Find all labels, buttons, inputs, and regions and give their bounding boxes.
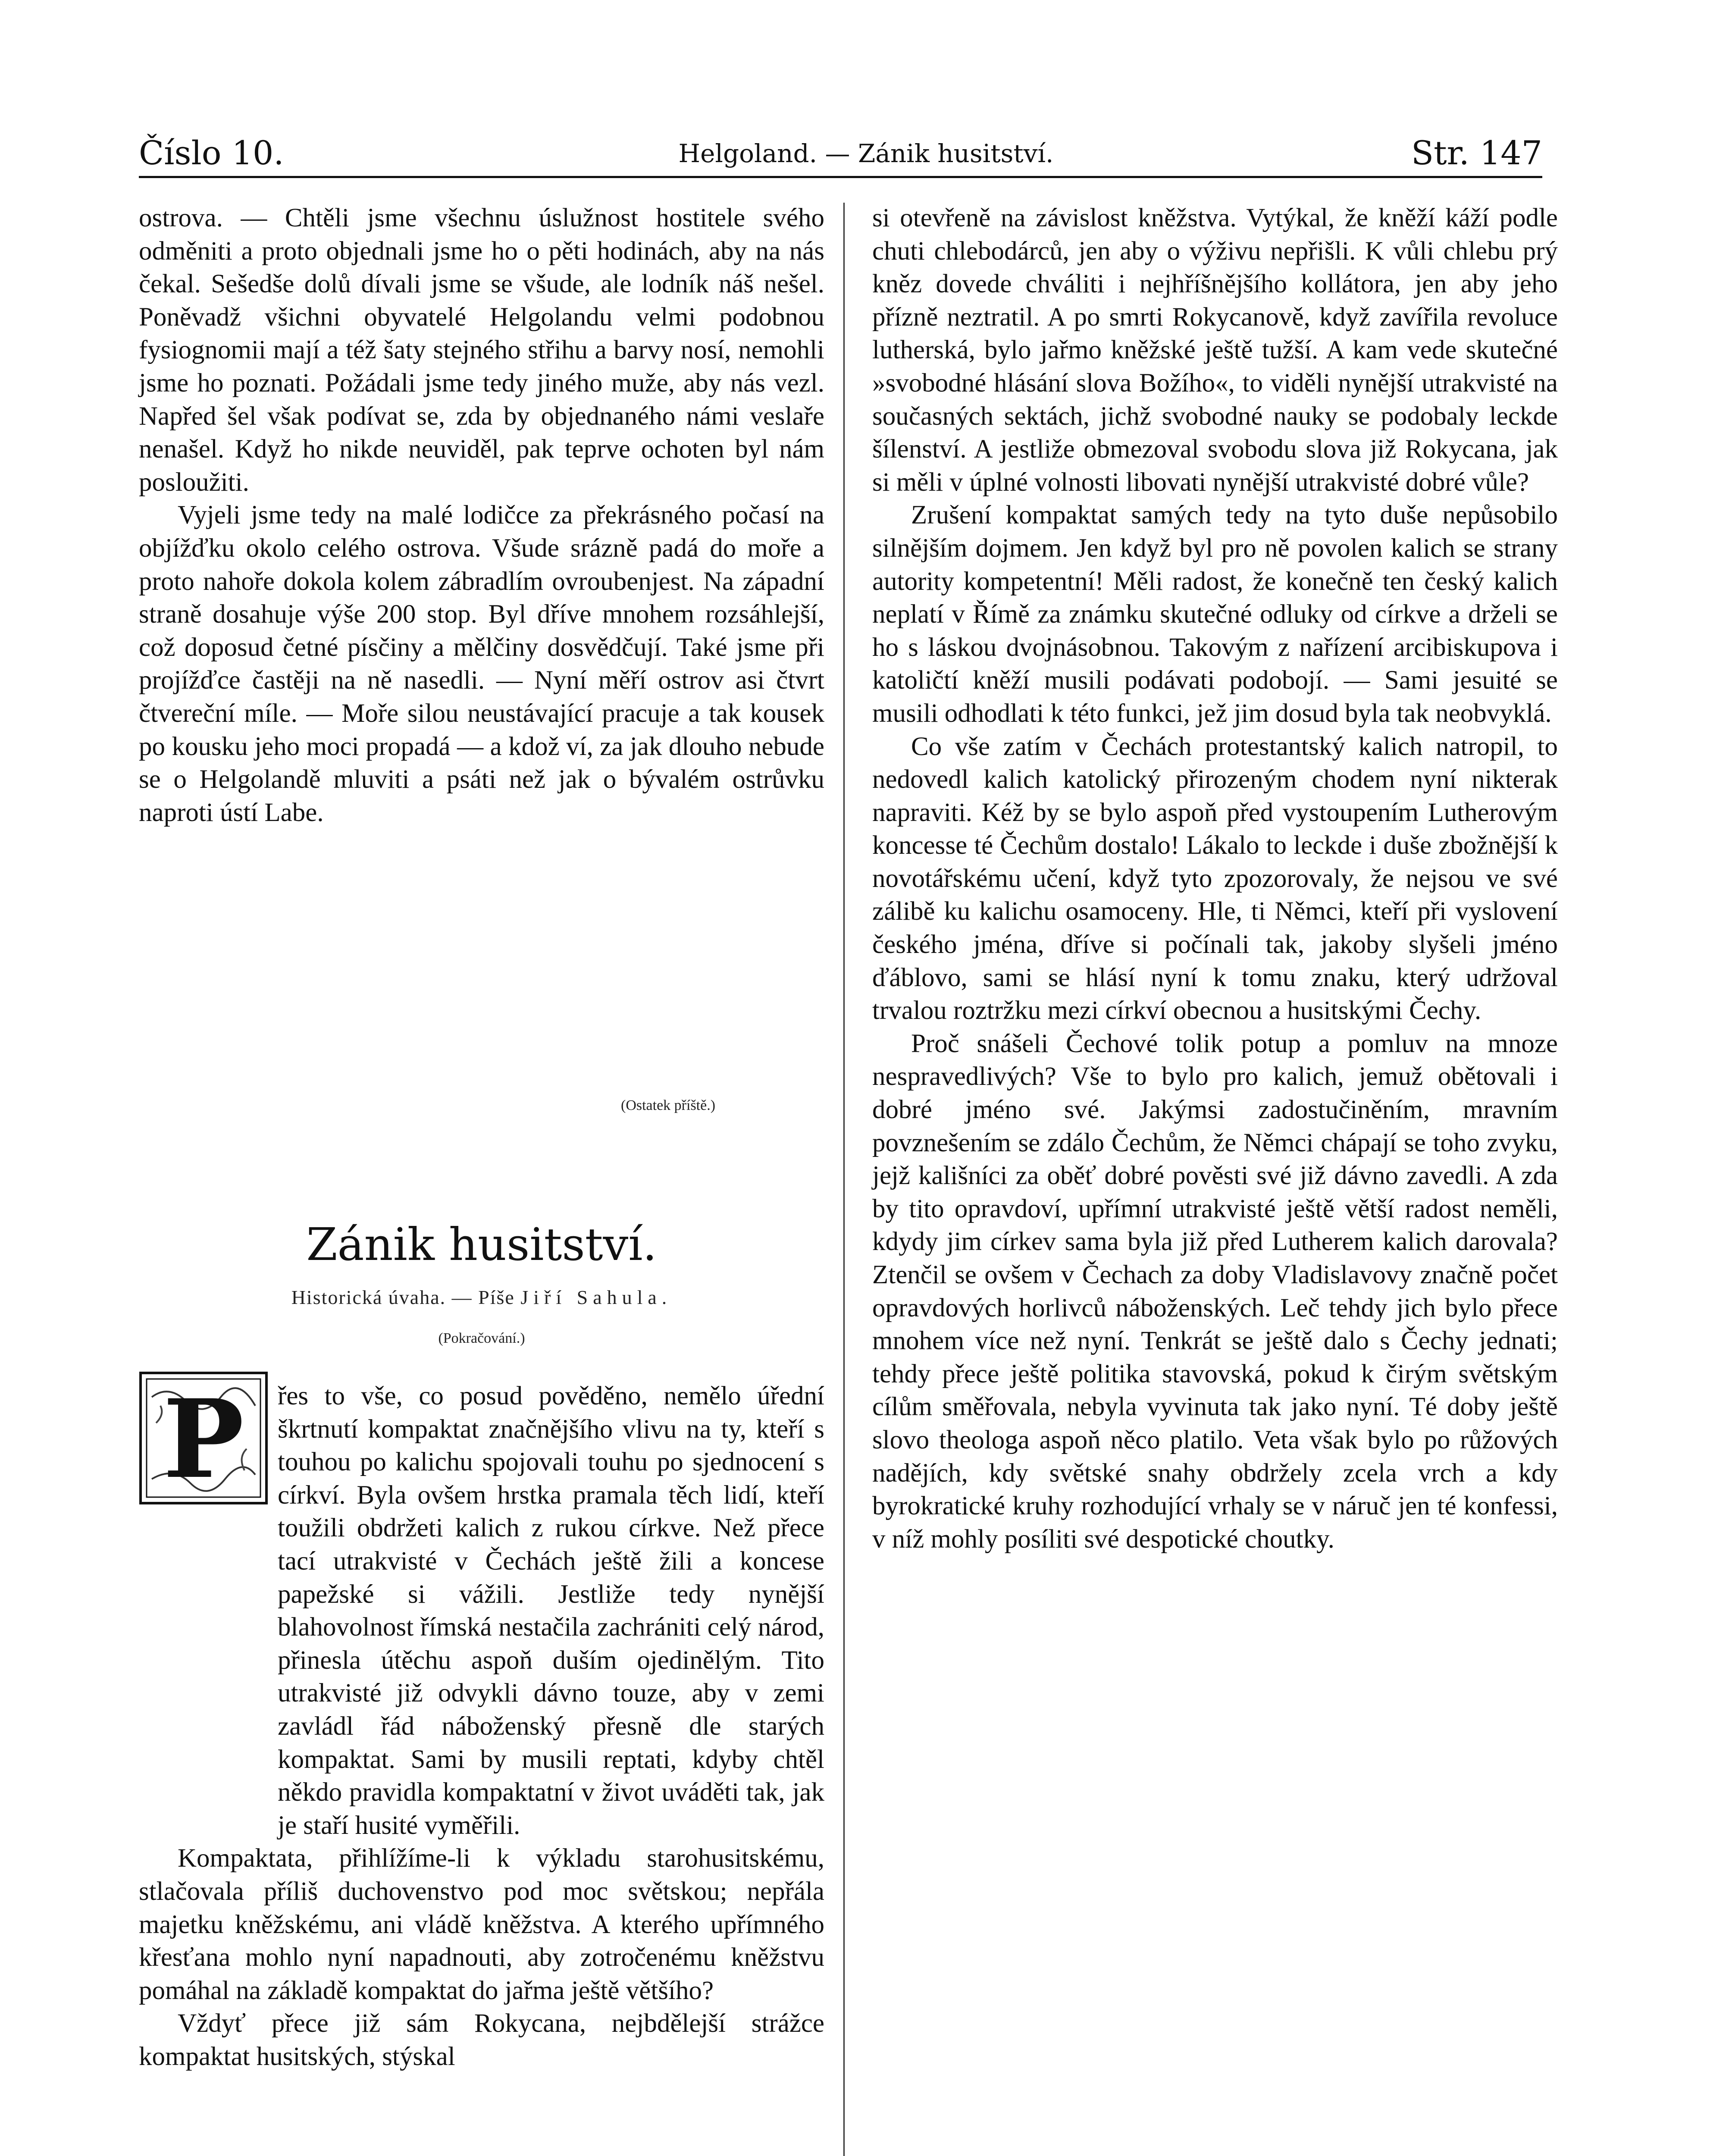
left-column-article xyxy=(139,1380,824,2073)
helgoland-paragraph-1: ostrova. — Chtěli jsme všechnu úslužnost hostitele svého odměniti a proto objednali jsme ho o pěti hodinách, aby na nás čekal. Sešedše dolů dívali jsme se všude, ale lodník náš nešel. Poněvadž všichni obyvatelé Helgolandu velmi podobnou fysiognomii mají a též šaty stejného střihu a barvy nosí, nemohli jsme ho poznati. Požádali jsme tedy jiného muže, aby nás vezl. Napřed šel však podívat se, zda by objednaného námi veslaře nenašel. Když ho nikde neuviděl, pak teprve ochoten byl nám posloužiti. xyxy=(139,204,824,497)
dropcap-letter: P xyxy=(163,1376,244,1502)
left-column-helgoland xyxy=(139,202,824,829)
article-paragraph-3: Vždyť přece již sám Rokycana, nejbdělejší strážce kompaktat husitských, stýskal xyxy=(139,2009,824,2071)
article-paragraph-1: řes to vše, co posud pověděno, nemělo úřední škrtnutí kompaktat značnějšího vlivu na ty, kteří s touhou po kalichu spojovali touhu po sjednocení s církví. Byla ovšem hrstka pramala těch lidí, kteří toužili obdržeti kalich z rukou církve. Než přece tací utrakvisté v Čechách ještě žili a koncese papežské si vážili. Jestliže tedy nynější blahovolnost římská nestačila zachrániti celý národ, přinesla útěchu aspoň duším ojedinělým. Tito utrakvisté již odvykli dávno touze, aby v zemi zavládl řád náboženský přesně dle starých kompaktat. Sami by musili reptati, kdyby chtěl někdo pravidla kompaktatní v život uváděti tak, jak je staří husité vyměřili. xyxy=(278,1382,824,1840)
article-subtitle xyxy=(139,1286,824,1309)
right-paragraph-3: Co vše zatím v Čechách protestantský kalich natropil, to nedovedl kalich katolický přirozeným chodem nyní nikterak napraviti. Kéž by se bylo aspoň před vystoupením Lutherovým koncesse té Čechům dostalo! Lákalo to leckde i duše zbožnější k novotářskému učení, když tyto zpozorovaly, že nejsou ve své zálibě ku kalichu osamoceny. Hle, ti Němci, kteří při vyslovení českého jména, dříve si počínali tak, jakoby slyšeli jméno ďáblovo, sami se hlásí nyní k tomu znaku, který udržoval trvalou roztržku mezi církví obecnou a husitskými Čechy. xyxy=(872,732,1558,1025)
column-divider xyxy=(843,203,845,2156)
header-rule xyxy=(139,176,1542,178)
author-name: Jiří Sahula. xyxy=(520,1286,672,1308)
running-title: Helgoland. — Zánik husitství. xyxy=(678,139,1054,168)
subtitle-text: Historická úvaha. — Píše xyxy=(291,1286,515,1308)
right-paragraph-4: Proč snášeli Čechové tolik potup a pomluv na mnoze nespravedlivých? Vše to bylo pro kalich, jemuž obětovali i dobré jméno své. Jakýmsi zadostučiněním, mravním povznešením se zdálo Čechům, že Němci chápají se toho zvyku, jejž kališníci za oběť dobré pověsti své již dávno zavedli. A zda by tito opravdoví, upřímní utrakvisté ještě větší radost neměli, kdydy jim církev sama byla již před Lutherem kalich darovala? Ztenčil se ovšem v Čechach za doby Vladislavovy značně počet opravdových horlivců náboženských. Leč tehdy jich bylo přece mnohem více než nyní. Tenkrát se ještě dalo s Čechy jednati; tehdy přece ještě politika stavovská, pokud k čirým světským cílům směřovala, nebyla vyvinuta tak jako nyní. Té doby ještě slovo theologa aspoň něco platilo. Veta však bylo po růžových nadějích, kdy světské snahy obdržely zcela vrch a kdy byrokratické kruhy rozhodující vrhaly se v náruč jen té konfessi, v níž mohly posíliti své despotické choutky. xyxy=(872,1029,1558,1554)
article-paragraph-2: Kompaktata, přihlížíme-li k výkladu starohusitskému, stlačovala příliš duchovenstvo pod moc světskou; nepřála majetku kněžskému, ani vládě kněžstva. A kterého upřímného křesťana mohlo nyní napadnouti, aby zotročenému kněžstvu pomáhal na základě kompaktat do jařma ještě většího? xyxy=(139,1844,824,2005)
continued-note: (Ostatek příště.) xyxy=(621,1097,716,1113)
continuation-note: (Pokračování.) xyxy=(438,1330,525,1346)
right-paragraph-2: Zrušení kompaktat samých tedy na tyto duše nepůsobilo silnějším dojmem. Jen když byl pro ně povolen kalich se strany autority kompetentní! Měli radost, že konečně ten český kalich neplatí v Římě za známku skutečné odluky od církve a drželi se ho s láskou dvojnásobnou. Takovým z nařízení arcibiskupova i katoličtí kněží musili podávati podobojí. — Sami jesuité se musili odhodlati k této funkci, jež jim dosud byla tak neobvyklá. xyxy=(872,501,1558,728)
helgoland-paragraph-2: Vyjeli jsme tedy na malé lodičce za překrásného počasí na objížďku okolo celého ostrova. Všude srázně padá do moře a proto nahoře dokola kolem zábradlím ovroubenjest. Na západní straně dosahuje výše 200 stop. Byl dříve mnohem rozsáhlejší, což doposud četné písčiny a mělčiny dosvědčují. Také jsme při projížďce častěji na ně nasedli. — Nyní měří ostrov asi čtvrt čtvereční míle. — Moře silou neustávající pracuje a tak kousek po kousku jeho moci propadá — a kdož ví, za jak dlouho nebude se o Helgolandě mluviti a psáti než jak o bývalém ostrůvku naproti ústí Labe. xyxy=(139,501,824,827)
right-column-article xyxy=(872,202,1558,1556)
right-paragraph-1: si otevřeně na závislost kněžstva. Vytýkal, že kněží káží podle chuti chlebodárců, jen aby o výživu nepřišli. K vůli chlebu prý kněz dovede chváliti i nejhříšnějšího kollátora, jen aby jeho přízně neztratil. A po smrti Rokycanově, když zavířila revoluce lutherská, bylo jařmo kněžské ještě tužší. A kam vede skutečné »svobodné hlásání slova Božího«, to viděli nynější utrakvisté na současných sektách, jichž svobodné nauky se podobaly leckde šílenství. A jestliže obmezoval svobodu slova již Rokycana, jak si měli v úplné volnosti libovati nynější utrakvisté dobré vůle? xyxy=(872,204,1558,497)
issue-number: Číslo 10. xyxy=(139,134,284,172)
page-number: Str. 147 xyxy=(1411,134,1542,172)
article-title: Zánik husitství. xyxy=(306,1218,657,1271)
